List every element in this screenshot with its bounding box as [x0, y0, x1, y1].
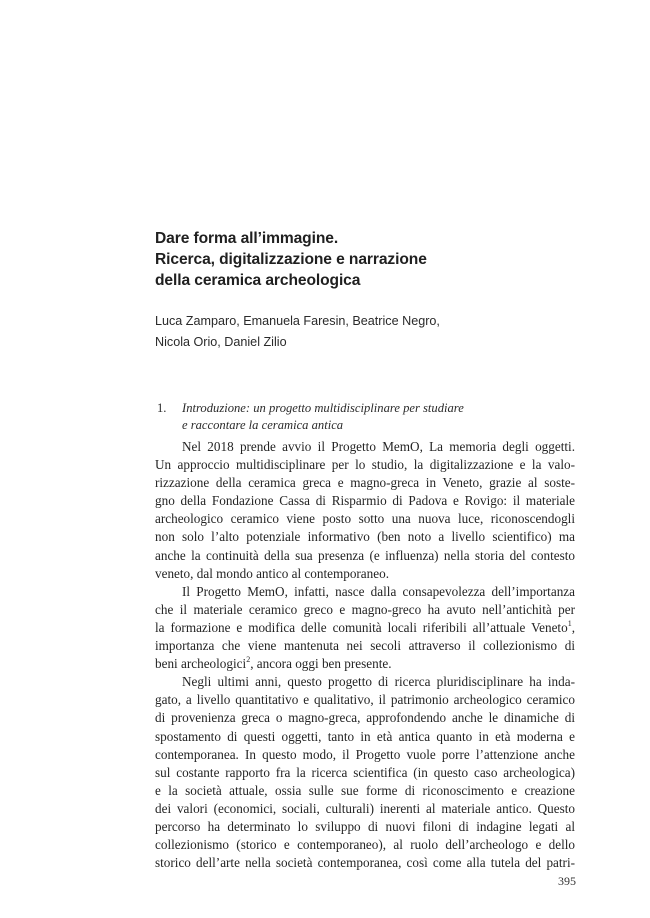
body-line: dei valori (economici, sociali, culturali) inerenti al materiale antico. Questo — [155, 800, 575, 816]
body-line: archeologico ceramico viene posto sotto una nuova luce, riconoscendogli — [155, 511, 575, 527]
body-line: storico dell’arte nella società contemporanea, così come alla tutela del patri- — [155, 855, 575, 871]
body-line-with-footnote — [155, 655, 575, 673]
footnote-marker[interactable]: 2 — [246, 655, 251, 664]
body-line: gato, a livello quantitativo e qualitativo, il patrimonio archeologico ceramico — [155, 692, 575, 708]
body-line: spostamento di questi oggetti, tanto in età antica quanto in età moderna e — [155, 728, 575, 744]
body-line: che il materiale ceramico greco e magno-greco ha avuto nell’antichità per — [155, 601, 575, 617]
title-line: Ricerca, digitalizzazione e narrazione — [155, 251, 427, 268]
body-line: sul costante rapporto fra la ricerca scientifica (in questo caso archeologica) — [155, 764, 575, 780]
body-line: Un approccio multidisciplinare per lo studio, la digitalizzazione e la valo- — [155, 457, 575, 473]
body-line-text: beni archeologici — [155, 656, 247, 672]
body-line: anche la continuità della sua presenza (e influenza) nella storia del contesto — [155, 547, 575, 563]
body-line: collezionismo (storico e contemporaneo), al ruolo dell’archeologo e dello — [155, 837, 575, 853]
body-line-with-footnote — [155, 619, 575, 637]
body-line: importanza che viene mantenuta nei secoli attraverso il collezionismo di — [155, 638, 575, 654]
body-line: rizzazione della ceramica greca e magno-greca in Veneto, grazie al soste- — [155, 475, 575, 491]
body-line: di provenienza greca o magno-greca, approfondendo anche le dinamiche di — [155, 710, 575, 726]
footnote-marker[interactable]: 1 — [567, 618, 572, 628]
page-number: 395 — [558, 874, 576, 888]
section-heading-line: e raccontare la ceramica antica — [182, 418, 344, 432]
body-line: e la società attuale, ossia sulle sue forme di riconoscimento e creazione — [155, 782, 575, 798]
authors-line: Nicola Orio, Daniel Zilio — [155, 335, 287, 349]
body-line-tail: , — [571, 619, 575, 635]
section-heading — [182, 400, 562, 434]
body-line: contemporanea. In questo modo, il Progetto vuole porre l’attenzione anche — [155, 746, 575, 762]
body-line: gno della Fondazione Cassa di Risparmio di Padova e Rovigo: il materiale — [155, 493, 575, 509]
authors-line: Luca Zamparo, Emanuela Faresin, Beatrice Negro, — [155, 314, 440, 328]
body-line-text: la formazione e modifica delle comunità locali riferibili all’attuale Veneto — [155, 619, 568, 635]
body-line: Il Progetto MemO, infatti, nasce dalla consapevolezza dell’importanza — [182, 583, 575, 599]
chapter-title — [155, 228, 555, 291]
body-line-tail: , ancora oggi ben presente. — [250, 656, 392, 672]
chapter-authors — [155, 311, 575, 353]
body-line: Negli ultimi anni, questo progetto di ricerca pluridisciplinare ha inda- — [182, 674, 575, 690]
body-line: Nel 2018 prende avvio il Progetto MemO, La memoria degli oggetti. — [182, 439, 575, 454]
section-heading-line: Introduzione: un progetto multidisciplinare per studiare — [182, 401, 464, 415]
title-line: Dare forma all’immagine. — [155, 230, 339, 247]
body-line: non solo l’alto potenziale informativo (ben noto a livello scientifico) ma — [155, 529, 575, 545]
section-number: 1. — [157, 401, 167, 415]
title-line: della ceramica archeologica — [155, 272, 361, 289]
body-line: percorso ha determinato lo sviluppo di nuovi filoni di indagine legati al — [155, 818, 575, 834]
body-text — [155, 438, 575, 872]
body-line: veneto, dal mondo antico al contemporaneo. — [155, 565, 390, 581]
